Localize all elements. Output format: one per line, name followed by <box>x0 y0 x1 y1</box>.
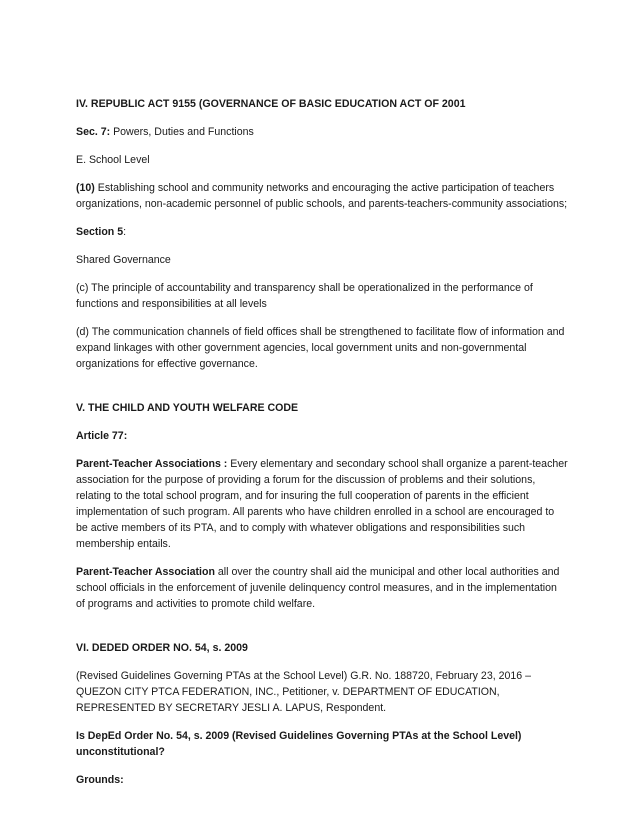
document-body <box>76 96 568 788</box>
item-10-paragraph <box>76 180 568 212</box>
item-10-label: (10) <box>76 182 95 194</box>
section-5-line <box>76 224 568 240</box>
pta-1-label: Parent-Teacher Associations : <box>76 458 228 470</box>
section-v-heading: V. THE CHILD AND YOUTH WELFARE CODE <box>76 402 299 414</box>
section-iv-heading: IV. REPUBLIC ACT 9155 (GOVERNANCE OF BASIC EDUCATION ACT OF 2001 <box>76 98 466 110</box>
sec-7-line <box>76 124 568 140</box>
section-vi-heading: VI. DEDED ORDER NO. 54, s. 2009 <box>76 642 248 654</box>
pta-2-text: all over the country shall aid the municipal and other local authorities and school officials in the enforcement of juvenile delinquency control measures, and in the implementation of programs and activities to promote child welfare. <box>76 566 560 610</box>
grounds-line: Grounds: <box>76 774 124 786</box>
section-5-colon: : <box>123 226 127 238</box>
shared-governance-line: Shared Governance <box>76 254 171 266</box>
sec-7-text: Powers, Duties and Functions <box>110 126 254 138</box>
pta-paragraph-2 <box>76 564 568 612</box>
section-5-label: Section 5 <box>76 226 124 238</box>
item-10-text: Establishing school and community networks and encouraging the active participation of teachers organizations, non-academic personnel of public schools, and parents-teachers-community associations; <box>76 182 568 210</box>
pta-2-label: Parent-Teacher Association <box>76 566 215 578</box>
pta-1-text: Every elementary and secondary school shall organize a parent-teacher association for the purpose of providing a forum for the discussion of problems and their solutions, relating to the total school program, and for insuring the full cooperation of parents in the efficient implementation of such program. All parents who have children enrolled in a school are encouraged to be active members of its PTA, and to comply with whatever obligations and responsibilities such membership entails. <box>76 458 568 550</box>
question-paragraph: Is DepEd Order No. 54, s. 2009 (Revised Guidelines Governing PTAs at the School Level) unconstitutional? <box>76 730 522 758</box>
case-citation-paragraph: (Revised Guidelines Governing PTAs at the School Level) G.R. No. 188720, February 23, 2016 – QUEZON CITY PTCA FEDERATION, INC., Petitioner, v. DEPARTMENT OF EDUCATION, REPRESENTED BY SECRETARY JESLI A. LAPUS, Respondent. <box>76 670 531 714</box>
sec-7-label: Sec. 7: <box>76 126 111 138</box>
pta-paragraph-1 <box>76 456 568 552</box>
school-level-line: E. School Level <box>76 154 150 166</box>
item-c-paragraph: (c) The principle of accountability and transparency shall be operationalized in the performance of functions and responsibilities at all levels <box>76 282 533 310</box>
article-77-line: Article 77: <box>76 430 128 442</box>
item-d-paragraph: (d) The communication channels of field offices shall be strengthened to facilitate flow of information and expand linkages with other government agencies, local government units and non-governmental organizations for effective governance. <box>76 326 565 370</box>
